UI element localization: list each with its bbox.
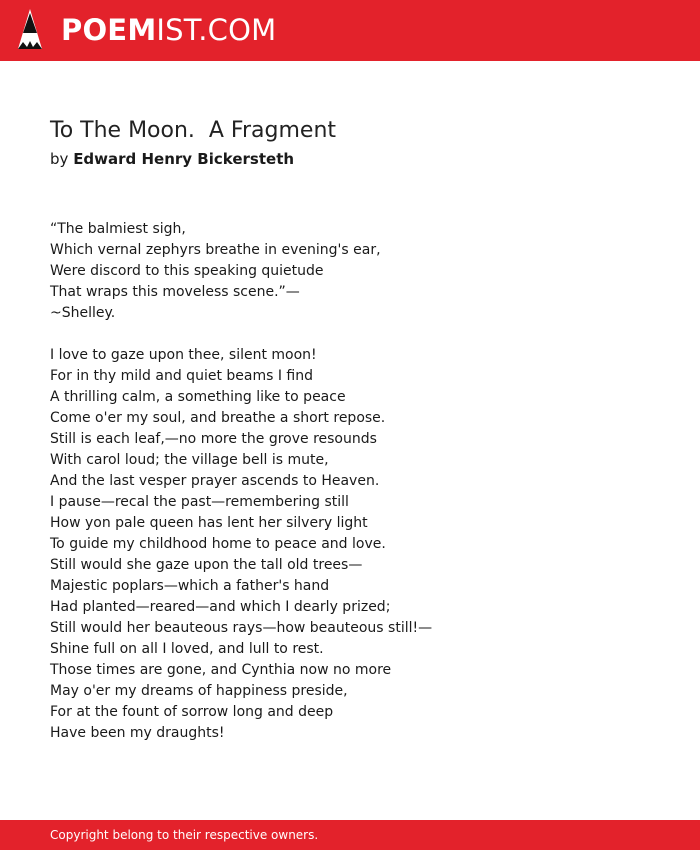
- poem-line: That wraps this moveless scene.”—: [50, 284, 300, 300]
- poem-line: To guide my childhood home to peace and love.: [50, 536, 386, 552]
- poem-line: Those times are gone, and Cynthia now no more: [50, 662, 392, 678]
- author-link[interactable]: Edward Henry Bickersteth: [73, 150, 295, 168]
- copyright-text: Copyright belong to their respective owners.: [50, 828, 319, 842]
- poem-line: Were discord to this speaking quietude: [50, 263, 324, 279]
- poem-line: Which vernal zephyrs breathe in evening's ear,: [50, 242, 381, 258]
- logo-text-bold: POEM: [61, 13, 157, 47]
- poem-line: Shine full on all I loved, and lull to rest.: [50, 641, 324, 657]
- poem-line: A thrilling calm, a something like to peace: [50, 389, 346, 405]
- poem-line: For in thy mild and quiet beams I find: [50, 368, 313, 384]
- poem-line: I love to gaze upon thee, silent moon!: [50, 347, 317, 363]
- poem-line: Have been my draughts!: [50, 725, 225, 741]
- poem-line: And the last vesper prayer ascends to Heaven.: [50, 473, 380, 489]
- site-header: [0, 0, 700, 61]
- poem-line: How yon pale queen has lent her silvery light: [50, 515, 368, 531]
- byline: [50, 148, 294, 170]
- pencil-icon[interactable]: [17, 9, 43, 51]
- poem-body: [50, 219, 432, 765]
- poem-line: With carol loud; the village bell is mute,: [50, 452, 329, 468]
- poem-line: Still is each leaf,—no more the grove resounds: [50, 431, 377, 447]
- poem-line: Had planted—reared—and which I dearly prized;: [50, 599, 391, 615]
- poem-line: Come o'er my soul, and breathe a short repose.: [50, 410, 386, 426]
- logo-text-light: IST.COM: [156, 13, 277, 47]
- poem-line: I pause—recal the past—remembering still: [50, 494, 349, 510]
- poem-line: ~Shelley.: [50, 305, 116, 321]
- site-logo[interactable]: [61, 13, 276, 47]
- poem-line: Still would her beauteous rays—how beauteous still!—: [50, 620, 433, 636]
- poem-line: For at the fount of sorrow long and deep: [50, 704, 334, 720]
- stanza: [50, 345, 432, 744]
- stanza: [50, 219, 432, 324]
- poem-title: To The Moon. A Fragment: [50, 118, 337, 143]
- poem-line: May o'er my dreams of happiness preside,: [50, 683, 348, 699]
- poem-line: Majestic poplars—which a father's hand: [50, 578, 330, 594]
- poem-line: “The balmiest sigh,: [50, 221, 186, 237]
- by-label: by: [50, 150, 69, 168]
- poem-line: Still would she gaze upon the tall old trees—: [50, 557, 363, 573]
- site-footer: [0, 820, 700, 850]
